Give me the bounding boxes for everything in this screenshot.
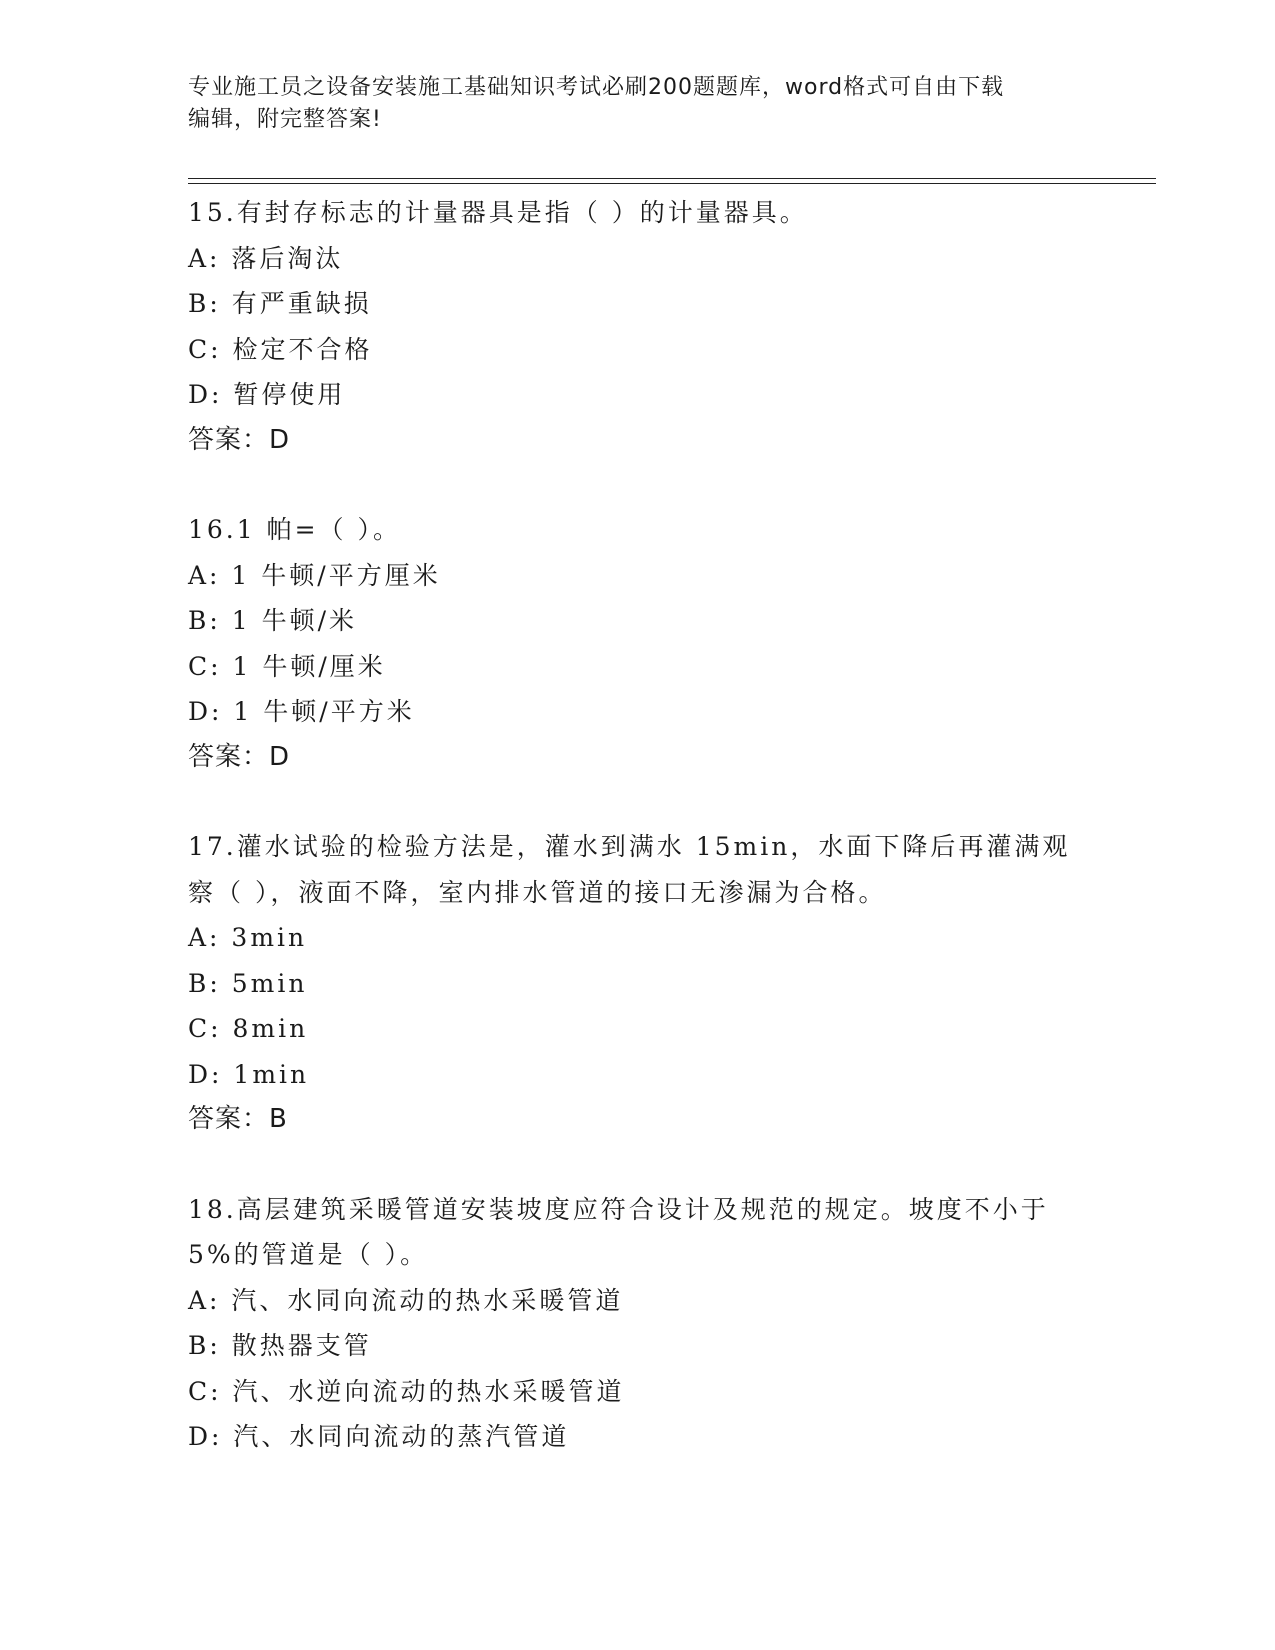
question-stem: 15.有封存标志的计量器具是指（ ）的计量器具。 [188, 198, 808, 227]
answer-option: A: 落后淘汰 [188, 243, 344, 273]
answer-option: B: 5min [188, 968, 308, 998]
header-divider-top [188, 178, 1156, 179]
question-list [188, 190, 1088, 1504]
header-line-2: 编辑，附完整答案! [188, 107, 382, 132]
question-stem: 察（ ），液面不降，室内排水管道的接口无渗漏为合格。 [188, 877, 887, 907]
question-block [188, 1187, 1088, 1460]
answer-option: A: 3min [188, 923, 308, 952]
answer-option: D: 暂停使用 [188, 380, 346, 409]
answer-option: C: 检定不合格 [188, 334, 373, 364]
answer-key: 答案：D [188, 424, 291, 455]
header-line-1: 专业施工员之设备安装施工基础知识考试必刷200题题库，word格式可自由下载 [188, 75, 1005, 100]
answer-key: 答案：D [188, 741, 291, 772]
question-block [188, 824, 1088, 1143]
answer-option: D: 1 牛顿/平方米 [188, 697, 415, 726]
question-stem: 16.1 帕=（ ）。 [188, 515, 402, 544]
answer-option: B: 散热器支管 [188, 1331, 372, 1360]
question-stem: 18.高层建筑采暖管道安装坡度应符合设计及规范的规定。坡度不小于 [188, 1194, 1049, 1224]
answer-option: A: 汽、水同向流动的热水采暖管道 [188, 1285, 624, 1315]
answer-key: 答案：B [188, 1104, 288, 1134]
question-stem: 17.灌水试验的检验方法是，灌水到满水 15min，水面下降后再灌满观 [188, 832, 1071, 861]
answer-option: B: 有严重缺损 [188, 289, 372, 318]
question-block [188, 507, 1088, 780]
answer-option: C: 1 牛顿/厘米 [188, 651, 386, 681]
answer-option: B: 1 牛顿/米 [188, 606, 358, 635]
answer-option: D: 汽、水同向流动的蒸汽管道 [188, 1422, 570, 1451]
answer-option: A: 1 牛顿/平方厘米 [188, 560, 441, 590]
question-stem: 5%的管道是（ ）。 [188, 1240, 429, 1269]
question-block [188, 190, 1088, 463]
answer-option: C: 汽、水逆向流动的热水采暖管道 [188, 1376, 625, 1406]
answer-option: C: 8min [188, 1014, 309, 1043]
document-header [188, 72, 1068, 136]
header-divider-bottom [188, 183, 1156, 184]
answer-option: D: 1min [188, 1059, 310, 1089]
